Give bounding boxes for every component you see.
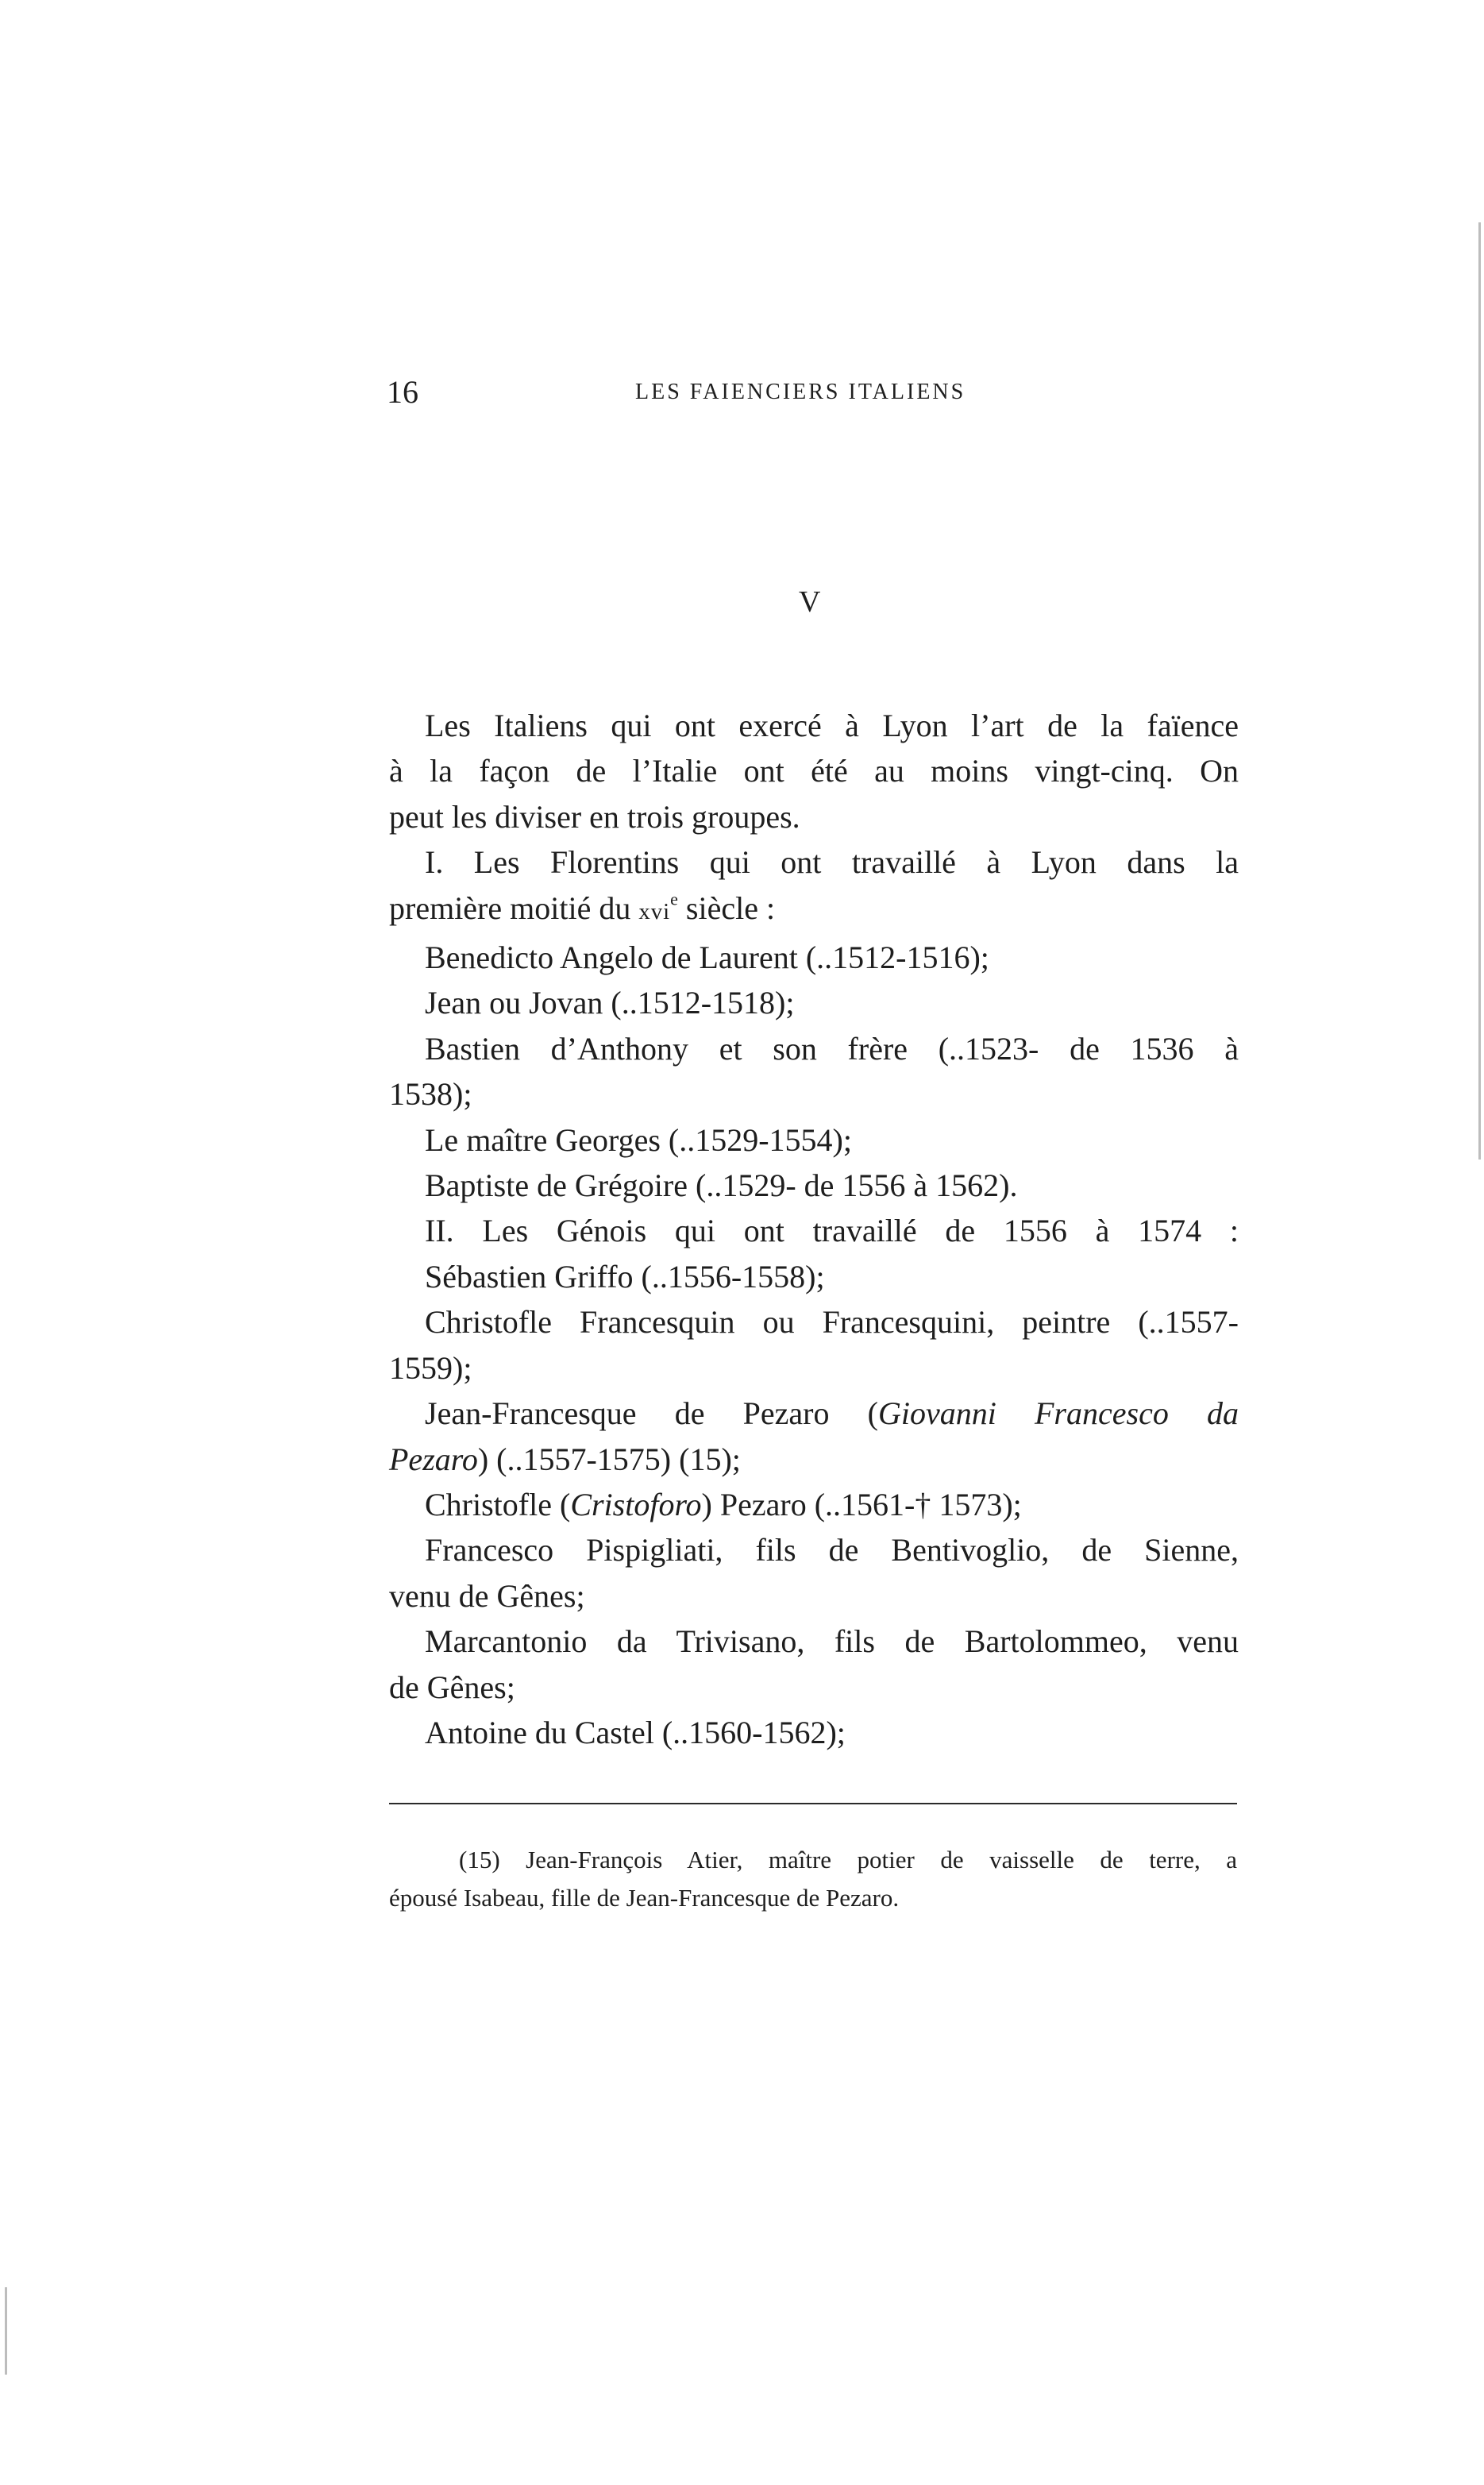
list-item-continued: 1559); — [389, 1349, 472, 1386]
text-line: à la façon de l’Italie ont été au moins vingt-cinq. On — [389, 753, 1239, 789]
list-item-continued: venu de Gênes; — [389, 1577, 585, 1614]
page-number: 16 — [387, 374, 418, 410]
list-item: Benedicto Angelo de Laurent (..1512-1516); — [425, 940, 989, 976]
text-line: I. Les Florentins qui ont travaillé à Lyon dans la — [425, 844, 1239, 881]
list-item: Bastien d’Anthony et son frère (..1523- de 1536 à — [425, 1030, 1239, 1067]
footnote-line: épousé Isabeau, fille de Jean-Francesque de Pezaro. — [389, 1884, 900, 1912]
italic-text: Cristoforo — [570, 1486, 702, 1522]
scan-edge-mark-right — [1478, 222, 1481, 1160]
text-span: Jean-Francesque de Pezaro ( — [425, 1395, 878, 1432]
text-span: Christofle ( — [425, 1486, 571, 1522]
italic-text: Pezaro — [389, 1441, 478, 1477]
superscript: e — [670, 889, 678, 909]
list-item: Jean ou Jovan (..1512-1518); — [425, 985, 795, 1021]
list-item: Antoine du Castel (..1560-1562); — [425, 1714, 846, 1750]
body-text — [389, 703, 1239, 1755]
list-item: Christofle Francesquin ou Francesquini, peintre (..1557- — [425, 1304, 1239, 1341]
footnote-divider — [389, 1803, 1237, 1804]
text-line: peut les diviser en trois groupes. — [389, 798, 800, 835]
text-span: première moitié du — [389, 889, 639, 926]
footnote — [389, 1841, 1237, 1917]
list-item — [389, 1482, 1239, 1527]
text-line — [389, 886, 1239, 935]
text-line: Les Italiens qui ont exercé à Lyon l’art de la faïence — [425, 708, 1239, 743]
list-item-continued: de Gênes; — [389, 1669, 515, 1705]
list-item-continued — [389, 1437, 1239, 1482]
list-item: Baptiste de Grégoire (..1529- de 1556 à 1562). — [425, 1167, 1018, 1204]
footnote-line: (15) Jean-François Atier, maître potier de vaisselle de terre, a — [459, 1846, 1237, 1873]
list-item: Sébastien Griffo (..1556-1558); — [425, 1258, 825, 1295]
list-item: Francesco Pispigliati, fils de Bentivoglio, de Sienne, — [425, 1532, 1239, 1569]
text-span: siècle : — [677, 889, 776, 926]
list-item — [389, 1391, 1239, 1436]
text-line: II. Les Génois qui ont travaillé de 1556 à 1574 : — [425, 1213, 1239, 1249]
century-numeral: xvi — [638, 898, 671, 924]
list-item: Marcantonio da Trivisano, fils de Bartolommeo, venu — [425, 1623, 1239, 1660]
list-item-continued: 1538); — [389, 1076, 472, 1113]
italic-text: Giovanni Francesco da — [877, 1395, 1239, 1432]
running-title: LES FAIENCIERS ITALIENS — [635, 380, 966, 404]
text-span: ) (..1557-1575) (15); — [477, 1441, 741, 1477]
text-span: ) Pezaro (..1561-† 1573); — [701, 1486, 1022, 1522]
scan-edge-mark-left — [5, 2287, 7, 2375]
section-number: V — [799, 585, 821, 619]
list-item: Le maître Georges (..1529-1554); — [425, 1121, 852, 1158]
